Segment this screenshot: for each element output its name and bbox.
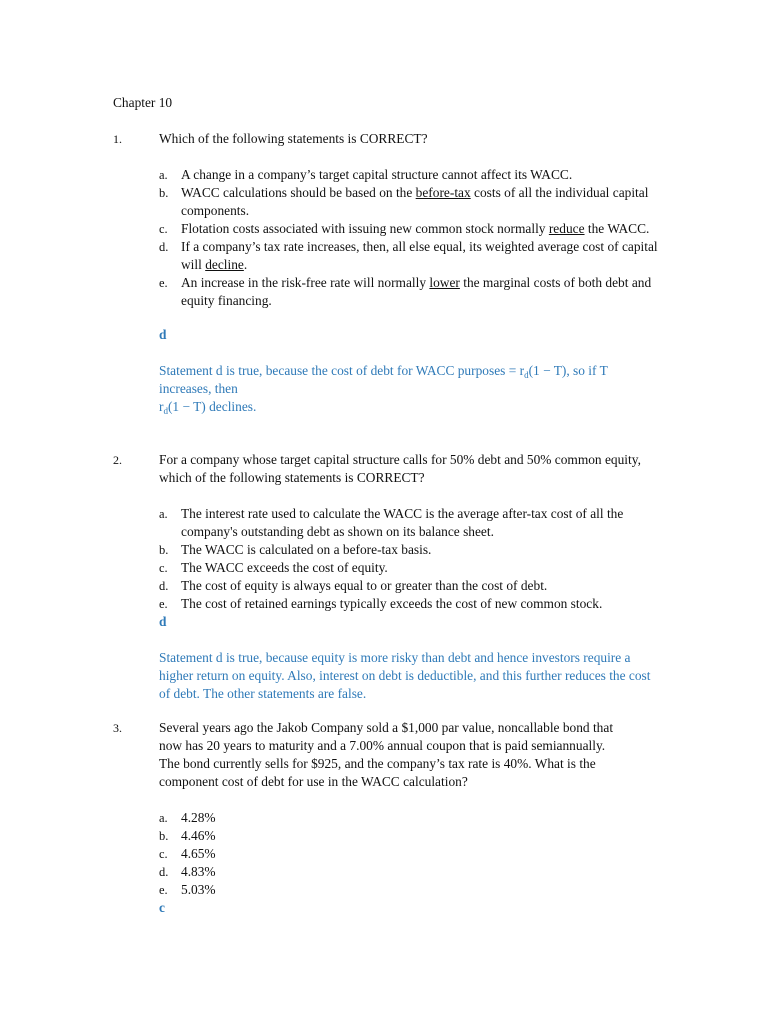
option-letter: d. xyxy=(159,579,169,593)
option-text: the marginal costs of both debt and equity financing. xyxy=(181,275,652,308)
question-text: Which of the following statements is CORRECT? xyxy=(159,131,428,146)
explanation-text: (1 − T) declines. xyxy=(167,399,257,414)
option-d xyxy=(159,238,679,274)
option-text: WACC calculations should be based on the xyxy=(181,185,416,200)
option-text: 4.46% xyxy=(181,828,216,843)
option-a xyxy=(159,505,679,541)
underlined-term: lower xyxy=(429,275,460,290)
option-letter: e. xyxy=(159,276,168,290)
option-list xyxy=(159,505,679,613)
answer-key: d xyxy=(159,327,167,342)
underlined-term: before-tax xyxy=(415,185,471,200)
option-text: An increase in the risk-free rate will normally xyxy=(181,275,430,290)
option-text: The cost of equity is always equal to or greater than the cost of debt. xyxy=(181,578,548,593)
option-c xyxy=(159,220,679,238)
option-text: 4.83% xyxy=(181,864,216,879)
option-text: the WACC. xyxy=(584,221,650,236)
option-text: 5.03% xyxy=(181,882,216,897)
option-d xyxy=(159,577,679,595)
answer-explanation xyxy=(159,362,659,416)
option-e xyxy=(159,881,679,899)
explanation-text: Statement d is true, because the cost of debt for WACC purposes = r xyxy=(159,363,525,378)
option-letter: b. xyxy=(159,829,169,843)
option-letter: e. xyxy=(159,883,168,897)
option-letter: e. xyxy=(159,597,168,611)
question-number: 2. xyxy=(113,453,122,467)
option-b xyxy=(159,541,679,559)
option-b xyxy=(159,184,679,220)
option-list xyxy=(159,809,679,899)
option-text: costs of all the individual capital components. xyxy=(181,185,649,218)
option-letter: d. xyxy=(159,865,169,879)
option-text: Flotation costs associated with issuing new common stock normally xyxy=(181,221,549,236)
option-letter: b. xyxy=(159,543,169,557)
question-text: For a company whose target capital structure calls for 50% debt and 50% common equity, which of the following statements is CORRECT? xyxy=(159,452,641,485)
answer-key: d xyxy=(159,614,167,629)
option-text: The WACC exceeds the cost of equity. xyxy=(181,560,388,575)
option-letter: a. xyxy=(159,507,168,521)
option-letter: c. xyxy=(159,847,168,861)
answer-key: c xyxy=(159,900,165,915)
option-a xyxy=(159,166,679,184)
answer-explanation: Statement d is true, because equity is more risky than debt and hence investors require a higher return on equity. Also, interest on debt is deductible, and this further reduces the cost of debt. The other statements are false. xyxy=(159,650,651,701)
option-letter: b. xyxy=(159,186,169,200)
option-letter: a. xyxy=(159,811,168,825)
option-list xyxy=(159,166,679,310)
option-d xyxy=(159,863,679,881)
option-a xyxy=(159,809,679,827)
option-letter: c. xyxy=(159,222,168,236)
option-e xyxy=(159,274,679,310)
underlined-term: reduce xyxy=(548,221,585,236)
option-text: 4.28% xyxy=(181,810,216,825)
option-text: A change in a company’s target capital structure cannot affect its WACC. xyxy=(181,167,573,182)
explanation-text: (1 − T), so if T increases, then xyxy=(159,363,608,396)
subscript: d xyxy=(163,406,168,416)
option-text: The WACC is calculated on a before-tax basis. xyxy=(181,542,432,557)
chapter-heading: Chapter 10 xyxy=(113,95,173,110)
question-number: 1. xyxy=(113,132,122,146)
underlined-term: decline xyxy=(205,257,244,272)
option-c xyxy=(159,559,679,577)
question-text: Several years ago the Jakob Company sold a $1,000 par value, noncallable bond that now has 20 years to maturity and a 7.00% annual coupon that is paid semiannually. The bond currently sells for $925, and the company’s tax rate is 40%. What is the component cost of debt for use in the WACC calculation? xyxy=(159,720,614,789)
subscript: d xyxy=(524,370,529,380)
option-b xyxy=(159,827,679,845)
option-letter: d. xyxy=(159,240,169,254)
question-number: 3. xyxy=(113,721,122,735)
option-text: 4.65% xyxy=(181,846,216,861)
option-text: If a company’s tax rate increases, then, all else equal, its weighted average cost of capital will xyxy=(181,239,658,272)
option-text: The cost of retained earnings typically exceeds the cost of new common stock. xyxy=(181,596,603,611)
explanation-text: r xyxy=(159,399,164,414)
option-c xyxy=(159,845,679,863)
option-text: . xyxy=(243,257,248,272)
option-text: The interest rate used to calculate the WACC is the average after-tax cost of all the company's outstanding debt as shown on its balance sheet. xyxy=(181,506,624,539)
option-letter: a. xyxy=(159,168,168,182)
option-letter: c. xyxy=(159,561,168,575)
option-e xyxy=(159,595,679,613)
